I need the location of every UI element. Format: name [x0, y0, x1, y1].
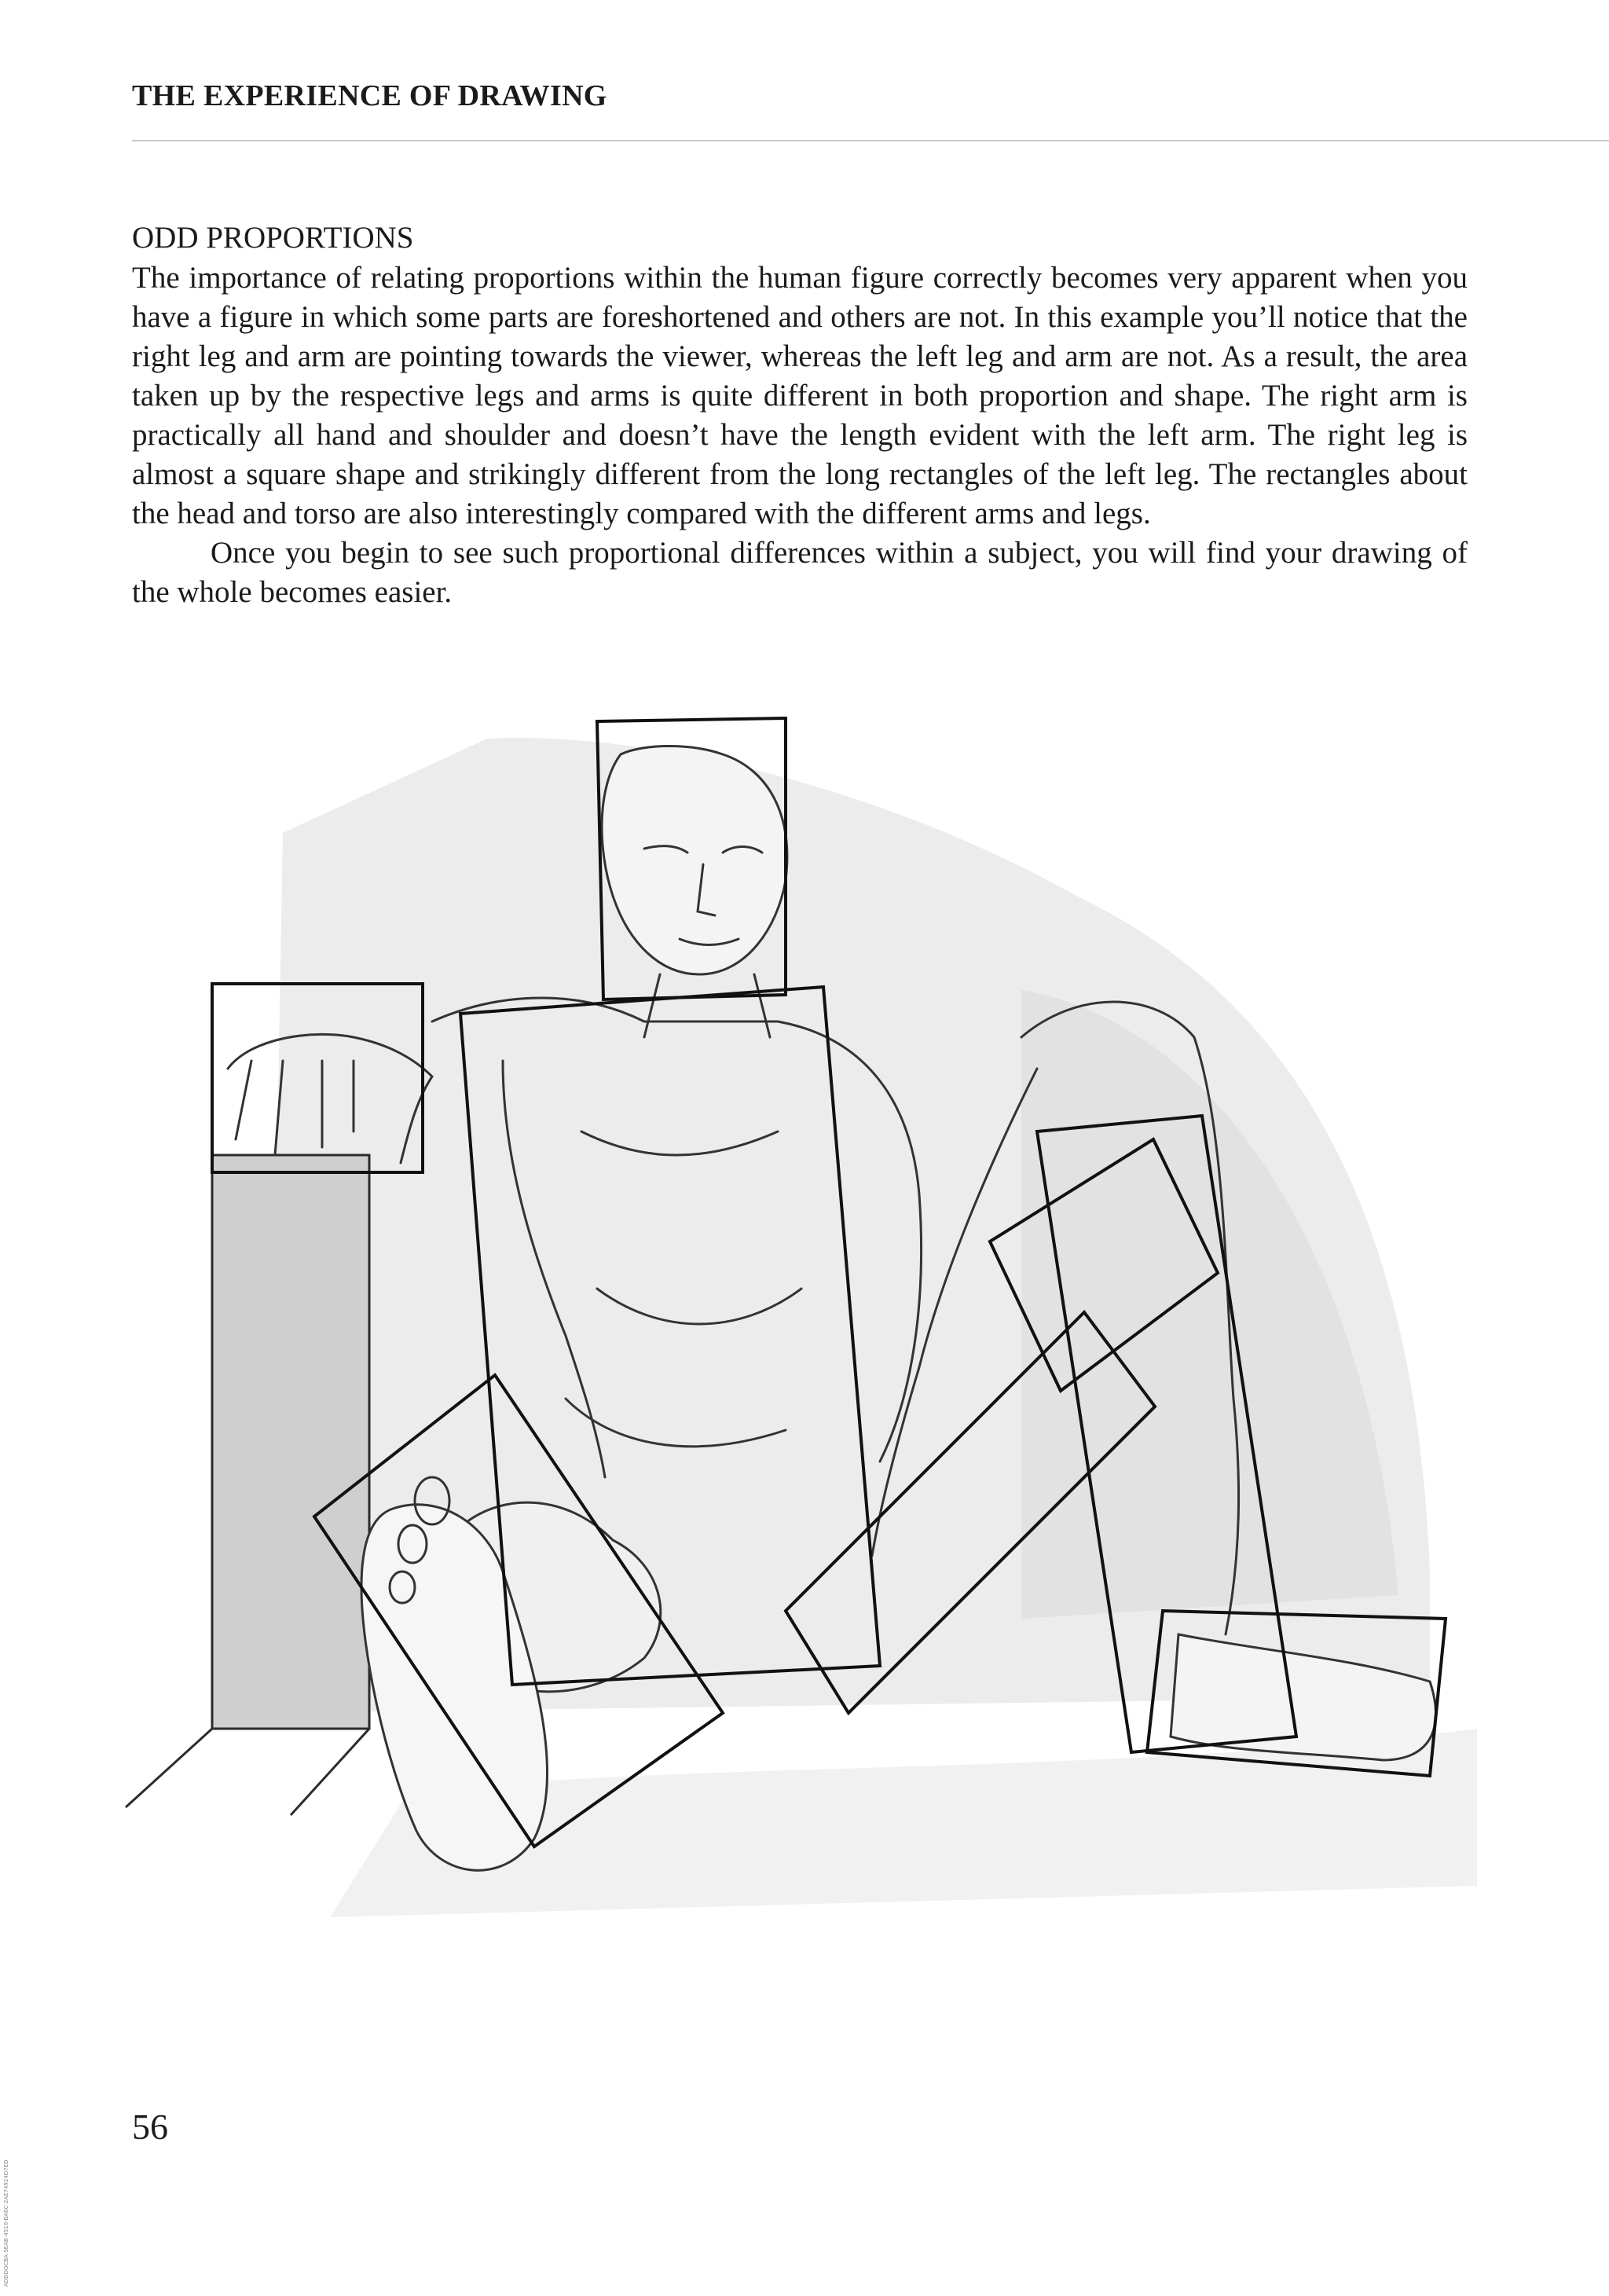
page-number: 56 — [132, 2107, 168, 2147]
block-pedestal — [126, 1155, 369, 1815]
running-head: THE EXPERIENCE OF DRAWING — [132, 79, 607, 112]
body-text — [132, 259, 1468, 612]
section-heading: ODD PROPORTIONS — [132, 221, 414, 255]
seated-figure-illustration — [94, 691, 1524, 2027]
paragraph-2: Once you begin to see such proportional differences within a subject, you will find your drawing of the whole becomes easier. — [132, 536, 1468, 609]
imprint-code: ADDDOCBA-5EAB-4510-BA6C-2AE74924D7ED — [3, 2159, 9, 2287]
header-rule — [132, 140, 1609, 141]
paragraph-1: The importance of relating proportions within the human figure correctly becomes very apparent when you have a figure in which some parts are foreshortened and others are not. In this example you’ll notice that the right leg and arm are pointing towards the viewer, whereas the left leg and arm are not. As a result, the area taken up by the respective legs and arms is quite different in both proportion and shape. The right arm is practically all hand and shoulder and doesn’t have the length evident with the left arm. The right leg is almost a square shape and strikingly different from the long rectangles of the left leg. The rectangles about the head and torso are also interestingly compared with the different arms and legs. — [132, 261, 1468, 530]
figure-drawing — [94, 691, 1524, 2027]
